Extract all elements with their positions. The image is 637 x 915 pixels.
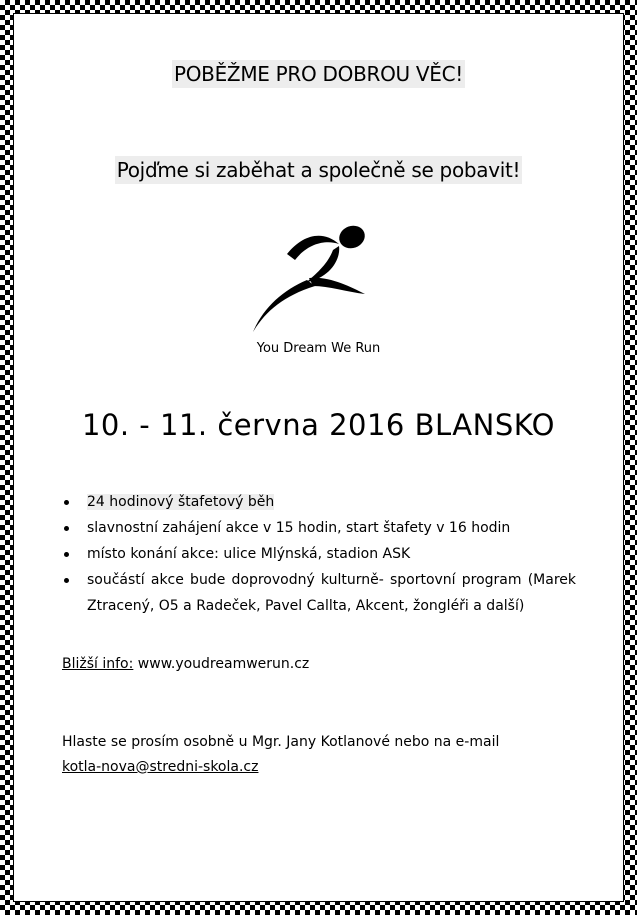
poster-subtitle-text: Pojďme si zaběhat a společně se pobavit! (116, 158, 521, 182)
running-figure-icon (243, 220, 383, 335)
list-item (62, 489, 576, 515)
list-item (62, 567, 576, 619)
poster-title (0, 62, 637, 86)
poster-subtitle (0, 158, 637, 182)
list-item-text: slavnostní zahájení akce v 15 hodin, start štafety v 16 hodin (87, 520, 511, 536)
logo-tagline: You Dream We Run (256, 341, 381, 356)
bullet-icon (64, 526, 69, 531)
poster-title-text: POBĚŽME PRO DOBROU VĚC! (173, 62, 464, 86)
more-info (62, 656, 309, 672)
bullet-icon (64, 500, 69, 505)
event-date: 10. - 11. června 2016 BLANSKO (81, 408, 556, 442)
list-item-text: 24 hodinový štafetový běh (87, 494, 275, 510)
list-item-text: součástí akce bude doprovodný kulturně- sportovní program (Marek Ztracený, O5 a Radeček, Pavel Callta, Akcent, žongléři a další) (87, 572, 576, 614)
contact-text: Hlaste se prosím osobně u Mgr. Jany Kotlanové nebo na e-mail (62, 734, 500, 750)
bullet-icon (64, 552, 69, 557)
list-item-text: místo konání akce: ulice Mlýnská, stadion ASK (87, 546, 411, 562)
more-info-link[interactable]: www.youdreamwerun.cz (137, 656, 310, 672)
contact-email-link[interactable]: kotla-nova@stredni-skola.cz (62, 759, 259, 775)
contact-block (62, 730, 574, 780)
bullet-icon (64, 578, 69, 583)
list-item (62, 541, 576, 567)
more-info-label: Bližší info: (62, 656, 134, 672)
event-details-list (62, 489, 576, 619)
list-item (62, 515, 576, 541)
